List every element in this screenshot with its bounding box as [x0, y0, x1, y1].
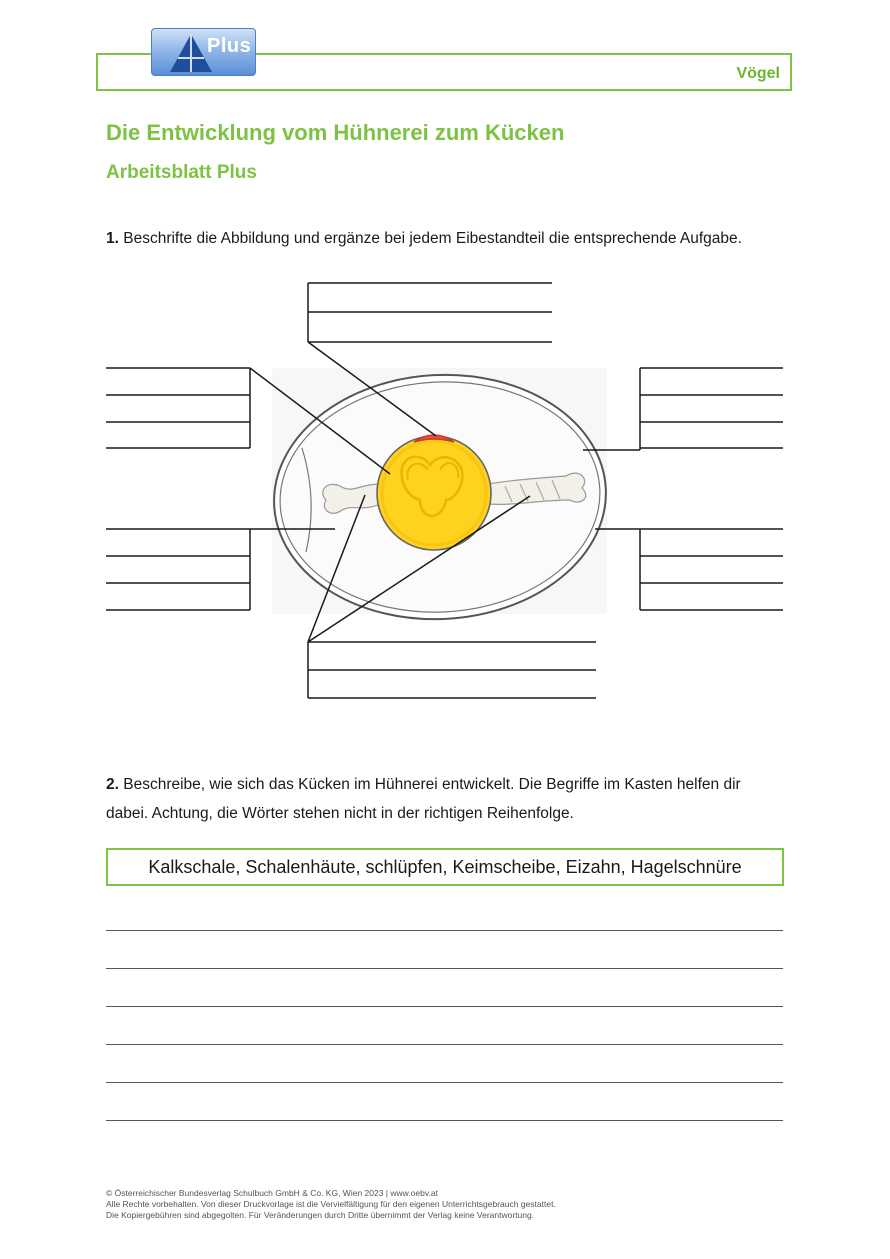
label-box-left-upper: [106, 368, 250, 448]
writing-line[interactable]: [106, 968, 783, 969]
egg-diagram: [0, 260, 890, 710]
label-box-bottom: [308, 642, 596, 698]
footer: [106, 1188, 556, 1221]
task-2-text-line2: dabei. Achtung, die Wörter stehen nicht in der richtigen Reihenfolge.: [106, 805, 574, 822]
label-box-right-upper: [640, 368, 783, 450]
task-2: [106, 770, 796, 828]
writing-line[interactable]: [106, 1044, 783, 1045]
footer-line-1: © Österreichischer Bundesverlag Schulbuch GmbH & Co. KG, Wien 2023 | www.oebv.at: [106, 1188, 438, 1198]
writing-line[interactable]: [106, 1120, 783, 1121]
logo-text: Plus: [207, 35, 252, 57]
writing-line[interactable]: [106, 1082, 783, 1083]
footer-line-3: Die Kopiergebühren sind abgegolten. Für Veränderungen durch Dritte übernimmt der Verlag keine Verantwortung.: [106, 1210, 535, 1220]
word-box: Kalkschale, Schalenhäute, schlüpfen, Keimscheibe, Eizahn, Hagelschnüre: [106, 848, 784, 886]
task-1-number: 1.: [106, 230, 119, 247]
page-title: Die Entwicklung vom Hühnerei zum Kücken: [106, 120, 565, 145]
task-2-number: 2.: [106, 776, 119, 793]
writing-line[interactable]: [106, 930, 783, 931]
task-1-text: Beschrifte die Abbildung und ergänze bei jedem Eibestandteil die entsprechende Aufgabe.: [123, 230, 742, 247]
task-2-text-line1: Beschreibe, wie sich das Kücken im Hühnerei entwickelt. Die Begriffe im Kasten helfen dir: [123, 776, 741, 793]
plus-logo: [151, 28, 256, 76]
footer-line-2: Alle Rechte vorbehalten. Von dieser Druckvorlage ist die Vervielfältigung für den eigenen Unterrichtsgebrauch gestattet.: [106, 1199, 556, 1209]
subject-label: Vögel: [736, 65, 780, 82]
label-box-top: [308, 283, 552, 342]
label-box-right-lower: [640, 529, 783, 610]
page-subtitle: Arbeitsblatt Plus: [106, 162, 257, 183]
writing-line[interactable]: [106, 1006, 783, 1007]
label-box-left-lower: [106, 529, 250, 610]
task-1: [106, 224, 796, 253]
